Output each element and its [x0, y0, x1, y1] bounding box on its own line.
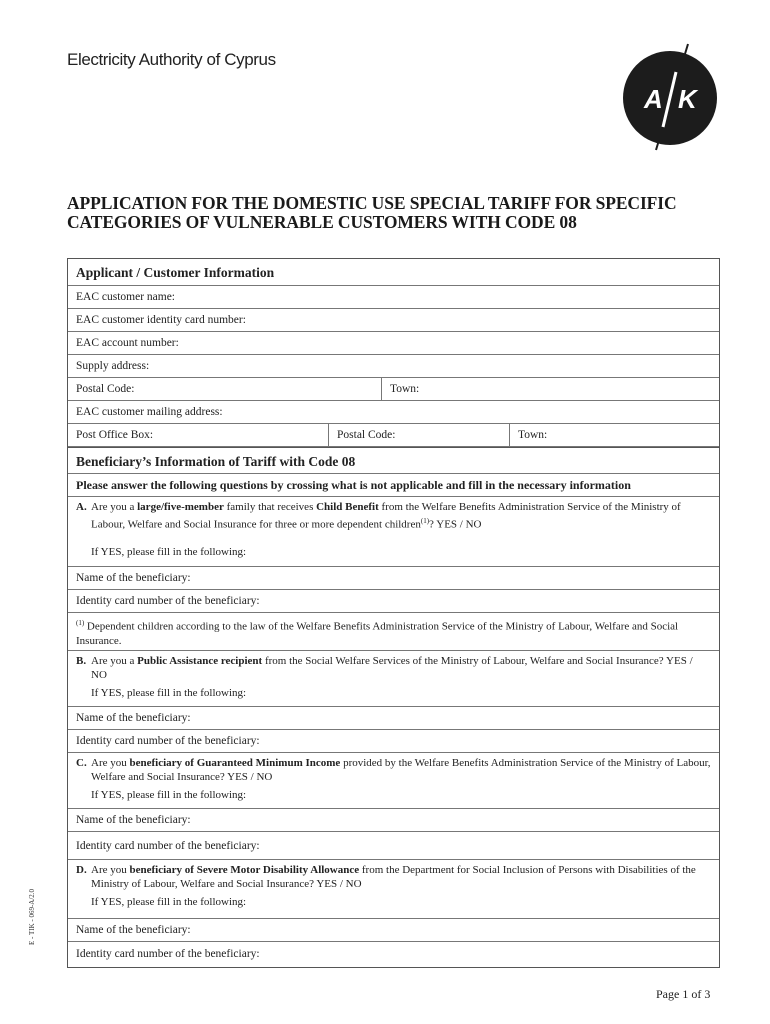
question-a [68, 497, 719, 567]
applicant-section-heading: Applicant / Customer Information [68, 259, 719, 286]
question-d [68, 860, 719, 919]
question-d-letter: D. [76, 864, 87, 876]
question-c-name-field[interactable]: Name of the beneficiary: [68, 809, 719, 832]
form-code: E - TIK - 069-A/2.0 [28, 888, 36, 945]
organization-name: Electricity Authority of Cyprus [67, 50, 276, 69]
instructions-text: Please answer the following questions by crossing what is not applicable and fill in the necessary information [68, 474, 719, 497]
question-c-fill-prompt: If YES, please fill in the following: [91, 789, 247, 801]
account-number-field[interactable] [68, 332, 719, 355]
mailing-town-field[interactable] [509, 424, 719, 446]
town-label: Town: [390, 383, 420, 395]
po-box-field[interactable] [68, 424, 328, 446]
question-b-letter: B. [76, 655, 87, 667]
question-b-name-field[interactable]: Name of the beneficiary: [68, 707, 719, 730]
supply-address-field[interactable] [68, 355, 719, 378]
question-a-id-field[interactable]: Identity card number of the beneficiary: [68, 590, 719, 613]
mailing-address-label: EAC customer mailing address: [76, 406, 223, 418]
po-box-label: Post Office Box: [76, 429, 154, 441]
application-form [67, 258, 720, 968]
eac-logo [618, 42, 718, 152]
question-c-letter: C. [76, 757, 87, 769]
question-a-fill-prompt: If YES, please fill in the following: [91, 545, 247, 558]
beneficiary-section-heading: Beneficiary’s Information of Tariff with Code 08 [68, 447, 719, 474]
mailing-town-label: Town: [518, 429, 548, 441]
question-a-name-field[interactable]: Name of the beneficiary: [68, 567, 719, 590]
customer-name-label: EAC customer name: [76, 291, 176, 303]
svg-text:A: A [644, 84, 663, 114]
town-field[interactable] [381, 378, 719, 400]
question-a-letter: A. [76, 501, 87, 513]
question-c [68, 753, 719, 809]
mailing-details-row [68, 424, 719, 447]
account-number-label: EAC account number: [76, 337, 179, 349]
svg-text:K: K [678, 84, 697, 114]
postal-code-label: Postal Code: [76, 383, 135, 395]
question-c-text: Are you beneficiary of Guaranteed Minimum Income provided by the Welfare Benefits Administration Service of the Ministry of Labour, Welfare and Social Insurance? YES / NO [91, 757, 711, 783]
postal-town-row [68, 378, 719, 401]
form-title: APPLICATION FOR THE DOMESTIC USE SPECIAL TARIFF FOR SPECIFIC CATEGORIES OF VULNERABLE CUSTOMERS WITH CODE 08 [67, 193, 677, 232]
question-a-text: Are you a large/five-member family that receives Child Benefit from the Welfare Benefits Administration Service of the Ministry of Labour, Welfare and Social Insurance for three or more dependent children$^{(1)}$? YES / NO [91, 501, 681, 531]
supply-address-label: Supply address: [76, 360, 150, 372]
question-d-fill-prompt: If YES, please fill in the following: [91, 896, 247, 908]
question-d-text: Are you beneficiary of Severe Motor Disability Allowance from the Department for Social Inclusion of Persons with Disabilities of the Ministry of Labour, Welfare and Social Insurance? YES / NO [91, 864, 696, 890]
footnote [68, 613, 719, 651]
identity-card-field[interactable] [68, 309, 719, 332]
mailing-postal-code-field[interactable] [328, 424, 509, 446]
question-b-id-field[interactable]: Identity card number of the beneficiary: [68, 730, 719, 753]
mailing-postal-code-label: Postal Code: [337, 429, 396, 441]
customer-name-field[interactable] [68, 286, 719, 309]
question-d-id-field[interactable]: Identity card number of the beneficiary: [76, 948, 260, 960]
question-b-fill-prompt: If YES, please fill in the following: [91, 687, 247, 699]
question-d-name-field[interactable]: Name of the beneficiary: [68, 919, 719, 942]
question-c-id-field[interactable]: Identity card number of the beneficiary: [68, 832, 719, 860]
page-number: Page 1 of 3 [656, 987, 711, 1001]
mailing-address-field[interactable] [68, 401, 719, 424]
question-b-text: Are you a Public Assistance recipient from the Social Welfare Services of the Ministry of Labour, Welfare and Social Insurance? YES / NO [91, 655, 693, 681]
question-b [68, 651, 719, 707]
footnote-text: Dependent children according to the law of the Welfare Benefits Administration Service of the Ministry of Labour, Welfare and Social Insurance. [76, 620, 679, 647]
footnote-mark: (1) [76, 619, 85, 627]
postal-code-field[interactable] [68, 378, 381, 400]
identity-card-label: EAC customer identity card number: [76, 314, 246, 326]
